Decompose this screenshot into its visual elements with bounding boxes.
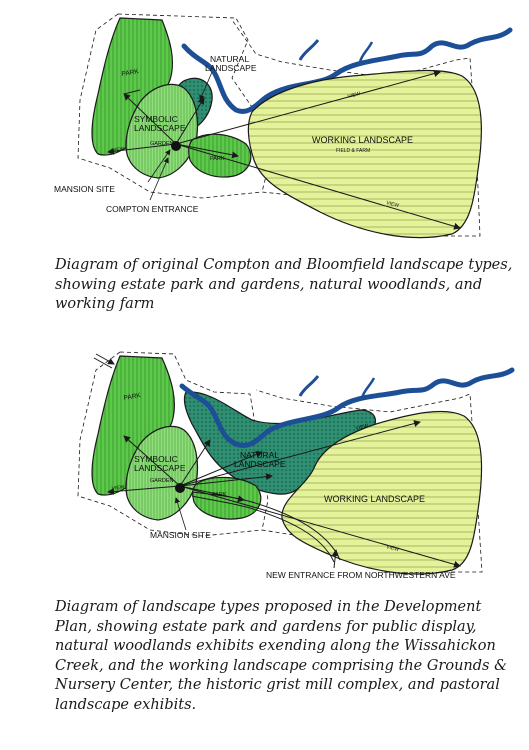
compton-entrance-label: COMPTON ENTRANCE — [106, 204, 199, 214]
view-label-left: VIEW — [111, 484, 125, 492]
symbolic-label-line2: LANDSCAPE — [134, 463, 186, 473]
natural-label-line2: LANDSCAPE — [234, 459, 286, 469]
entrance-arrow — [96, 354, 114, 364]
garden-label: GARDEN — [150, 478, 174, 484]
diagram-proposed-landscape — [0, 340, 529, 595]
new-entrance-label: NEW ENTRANCE FROM NORTHWESTERN AVE — [266, 570, 456, 580]
garden-label: GARDEN — [150, 141, 174, 147]
view-label-top: VIEW — [347, 91, 361, 100]
symbolic-label-line1: SYMBOLIC — [134, 114, 178, 124]
symbolic-label — [134, 114, 186, 133]
park-small-label: PARK — [210, 156, 225, 162]
caption-proposed: Diagram of landscape types proposed in the Development Plan, showing estate park and gardens for public display, natural woodlands exhibits exending along the Wissahickon Creek, and the working landscape comprising the Grounds & Nursery Center, the historic grist mill complex, and pastoral landscape exhibits. — [55, 599, 508, 713]
natural-label-line2: LANDSCAPE — [205, 63, 257, 73]
view-label-left: VIEW — [111, 146, 125, 154]
park-label: PARK — [123, 392, 142, 402]
working-landscape-region — [248, 71, 481, 238]
park-label: PARK — [121, 68, 140, 78]
diagram-original-landscape — [0, 0, 529, 245]
mansion-site-label: MANSION SITE — [150, 530, 211, 540]
mansion-site-label: MANSION SITE — [54, 184, 115, 194]
view-label-top: VIEW — [355, 423, 369, 432]
natural-label — [234, 450, 286, 469]
view-label-bottom: VIEW — [385, 200, 400, 210]
park-small-label: PARK — [212, 492, 227, 498]
view-label-bottom: VIEW — [385, 544, 400, 554]
symbolic-label-line2: LANDSCAPE — [134, 123, 186, 133]
mansion-site-dot — [175, 483, 185, 493]
caption-original: Diagram of original Compton and Bloomfield landscape types, showing estate park and gardens, natural woodlands, and working farm — [55, 257, 513, 312]
working-label: WORKING LANDSCAPE — [324, 494, 426, 504]
natural-label-line1: NATURAL — [210, 54, 249, 64]
natural-label-line1: NATURAL — [240, 450, 279, 460]
natural-label — [205, 54, 257, 73]
working-label: WORKING LANDSCAPE — [312, 135, 414, 145]
symbolic-label — [134, 454, 186, 473]
symbolic-label-line1: SYMBOLIC — [134, 454, 178, 464]
field-farm-label: FIELD & FARM — [336, 148, 371, 154]
